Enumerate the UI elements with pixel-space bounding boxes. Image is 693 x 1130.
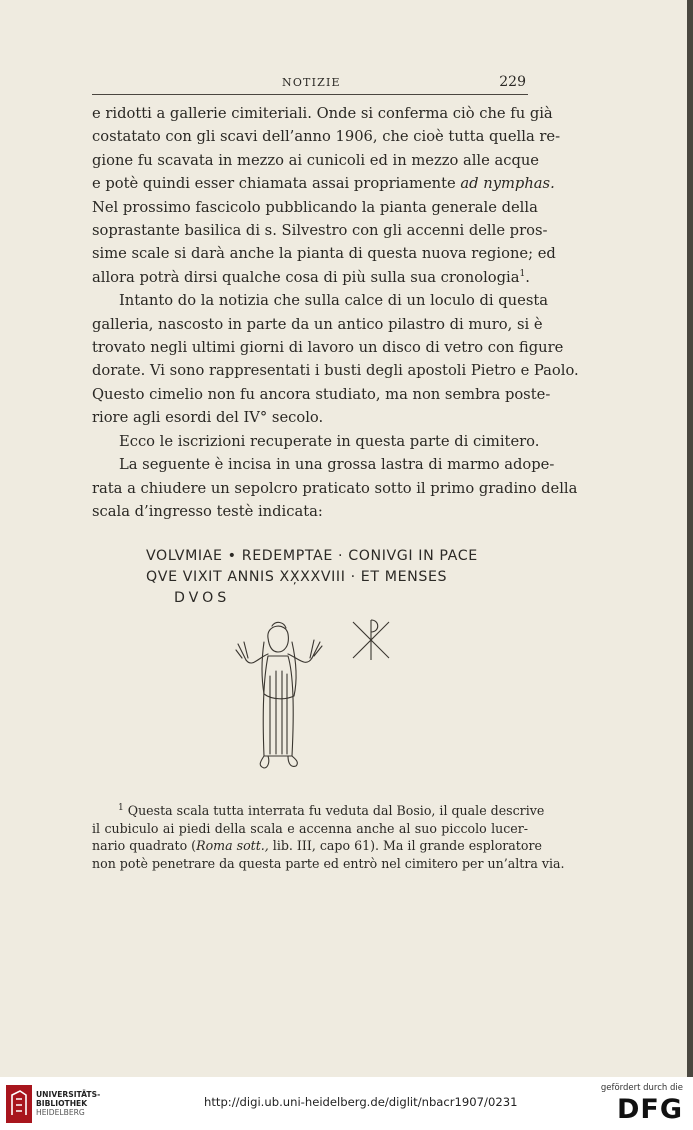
university-library-logo-icon — [6, 1085, 32, 1123]
footnote-line — [92, 837, 542, 855]
footnote-line — [92, 802, 545, 820]
footnote — [92, 802, 565, 872]
paragraph-4 — [92, 453, 578, 523]
library-name — [36, 1090, 100, 1117]
text-line-part: e potè quindi esser chiamata assai propriamente — [92, 175, 456, 193]
text-line: allora potrà dirsi qualche cosa di più sulla sua cronologia$^1$. — [92, 268, 530, 286]
text-line: scala d’ingresso testè indicata: — [92, 502, 323, 520]
text-line: Intanto do la notizia che sulla calce di un loculo di questa — [119, 292, 549, 310]
page-number: 229 — [499, 74, 526, 90]
footnote-ref: 1 — [519, 268, 526, 279]
text-line-part: allora potrà dirsi qualche cosa di più sulla sua cronologia — [92, 268, 520, 286]
inscription-line: VOLVMIAE • REDEMPTAE · CONIVGI IN PACE — [146, 548, 478, 564]
footnote-text: Questa scala tutta interrata fu veduta dal Bosio, il quale descrive — [127, 803, 545, 818]
paragraph-3 — [92, 430, 540, 453]
text-line: Questo cimelio non fu ancora studiato, ma non sembra poste- — [92, 385, 551, 403]
paragraph-1 — [92, 102, 561, 289]
library-name-line: BIBLIOTHEK — [36, 1099, 88, 1108]
text-line: costatato con gli scavi dell’anno 1906, che cioè tutta quella re- — [92, 128, 561, 146]
footnote-italic-ref: Roma sott., — [196, 838, 269, 854]
library-name-line: HEIDELBERG — [36, 1108, 85, 1117]
chi-rho-icon — [347, 616, 395, 662]
running-head-title: NOTIZIE — [282, 76, 341, 89]
text-line: galleria, nascosto in parte da un antico pilastro di muro, si è — [92, 315, 543, 333]
text-line: rata a chiudere un sepolcro praticato sotto il primo gradino della — [92, 479, 578, 497]
permalink-url[interactable]: http://digi.ub.uni-heidelberg.de/diglit/nbacr1907/0231 — [204, 1095, 518, 1109]
inscription-line: DVOS — [174, 590, 231, 606]
text-line: trovato negli ultimi giorni di lavoro un disco di vetro con figure — [92, 339, 564, 357]
text-line: dorate. Vi sono rappresentati i busti degli apostoli Pietro e Paolo. — [92, 362, 579, 380]
digitization-footer — [0, 1077, 693, 1130]
funder-note: gefördert durch die — [600, 1083, 683, 1093]
text-line: Ecco le iscrizioni recuperate in questa parte di cimitero. — [119, 432, 540, 450]
paragraph-2 — [92, 289, 579, 429]
footnote-line: il cubiculo ai piedi della scala e accenna anche al suo piccolo lucer- — [92, 820, 528, 836]
footnote-text: lib. III, capo 61). Ma il grande esploratore — [268, 838, 542, 854]
text-line: Nel prossimo fascicolo pubblicando la pianta generale della — [92, 198, 538, 216]
text-line: sime scale si darà anche la pianta di questa nuova regione; ed — [92, 245, 556, 263]
dfg-logo: DFG — [616, 1094, 683, 1125]
library-name-line: UNIVERSITÄTS- — [36, 1090, 101, 1099]
italic-phrase: ad nymphas. — [460, 175, 555, 193]
running-head — [92, 74, 528, 92]
text-line — [92, 172, 555, 195]
text-line: soprastante basilica di s. Silvestro con gli accenni delle pros- — [92, 222, 548, 240]
page-edge-shadow — [687, 0, 693, 1077]
header-rule — [92, 94, 528, 95]
footnote-text: nario quadrato ( — [92, 838, 197, 854]
inscription-line: QVE VIXIT ANNIS XX̦XXVIII · ET MENSES — [146, 569, 448, 585]
text-line: La seguente è incisa in una grossa lastra di marmo adope- — [119, 456, 555, 474]
text-line: e ridotti a gallerie cimiteriali. Onde si conferma ciò che fu già — [92, 105, 553, 122]
footnote-marker: 1 — [118, 802, 124, 813]
orant-figure-illustration — [228, 616, 328, 774]
text-line: gione fu scavata in mezzo ai cunicoli ed in mezzo alle acque — [92, 151, 540, 169]
footnote-line: non potè penetrare da questa parte ed entrò nel cimitero per un’altra via. — [92, 855, 565, 871]
body-text — [92, 102, 579, 523]
text-line: riore agli esordi del IV° secolo. — [92, 409, 324, 427]
inscription — [146, 546, 506, 609]
